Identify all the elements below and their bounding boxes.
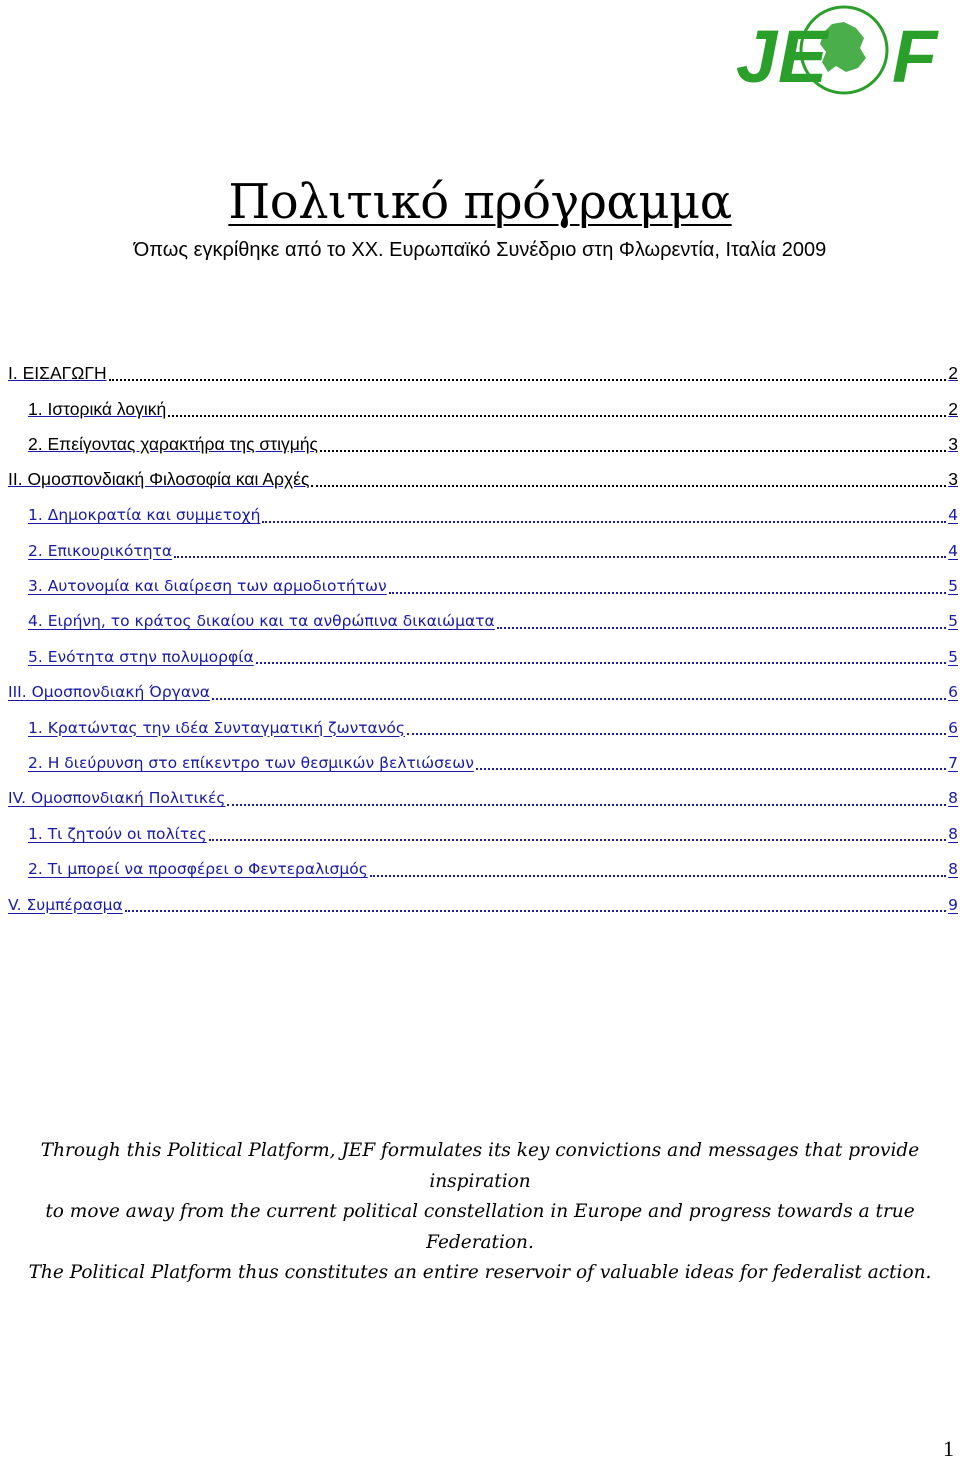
toc-entry-page: 2	[948, 363, 958, 384]
toc-entry-label: 1. Ιστορικά λογική	[28, 398, 167, 419]
toc-entry-page: 4	[948, 506, 958, 525]
toc-entry[interactable]	[8, 462, 958, 497]
toc-leader-dots	[174, 555, 946, 558]
toc-entry-label: I. ΕΙΣΑΓΩΓΗ	[8, 363, 107, 384]
toc-entry-page: 8	[948, 860, 958, 879]
toc-entry-page: 9	[948, 895, 958, 914]
toc-entry-label: 2. Επικουρικότητα	[28, 541, 173, 560]
toc-entry[interactable]	[8, 533, 958, 568]
intro-line: to move away from the current political constellation in Europe and progress towards a true Federation.	[45, 1201, 915, 1253]
toc-entry-label: 2. Τι μπορεί να προσφέρει ο Φεντεραλισμός	[28, 860, 368, 879]
toc-entry[interactable]	[8, 391, 958, 426]
toc-entry[interactable]	[8, 710, 958, 745]
toc-leader-dots	[370, 874, 946, 877]
toc-entry[interactable]	[8, 745, 958, 780]
intro-line: Through this Political Platform, JEF formulates its key convictions and messages that provide inspiration	[40, 1140, 920, 1192]
toc-entry-page: 4	[948, 541, 958, 560]
toc-entry[interactable]	[8, 781, 958, 816]
toc-entry-page: 8	[948, 824, 958, 843]
svg-text:J: J	[736, 15, 776, 98]
toc-entry-page: 6	[948, 683, 958, 702]
toc-leader-dots	[212, 697, 946, 700]
toc-entry-label: 1. Δημοκρατία και συμμετοχή	[28, 506, 261, 525]
toc-entry-label: II. Ομοσπονδιακή Φιλοσοφία και Αρχές	[8, 469, 310, 490]
intro-line: The Political Platform thus constitutes an entire reservoir of valuable ideas for federalist action.	[28, 1262, 932, 1283]
toc-leader-dots	[227, 803, 946, 806]
toc-entry-label: 2. Επείγοντας χαρακτήρα της στιγμής	[28, 433, 318, 454]
toc-entry-page: 2	[948, 398, 958, 419]
toc-entry-page: 3	[948, 469, 958, 490]
toc-entry[interactable]	[8, 356, 958, 391]
toc-entry-label: III. Ομοσπονδιακή Όργανα	[8, 683, 210, 702]
intro-paragraph	[0, 1136, 960, 1289]
toc-leader-dots	[407, 732, 946, 735]
toc-leader-dots	[497, 626, 946, 629]
toc-entry-label: 5. Ενότητα στην πολυμορφία	[28, 647, 254, 666]
toc-leader-dots	[209, 838, 946, 841]
table-of-contents	[8, 356, 958, 922]
toc-leader-dots	[311, 484, 946, 487]
toc-leader-dots	[320, 449, 946, 452]
toc-leader-dots	[389, 591, 946, 594]
toc-entry-page: 5	[948, 647, 958, 666]
toc-leader-dots	[125, 909, 946, 912]
svg-text:E: E	[778, 15, 828, 98]
toc-entry-label: 1. Τι ζητούν οι πολίτες	[28, 824, 207, 843]
document-subtitle: Όπως εγκρίθηκε από το XX. Ευρωπαϊκό Συνέδριο στη Φλωρεντία, Ιταλία 2009	[133, 239, 827, 261]
toc-entry[interactable]	[8, 604, 958, 639]
toc-entry-page: 6	[948, 718, 958, 737]
toc-entry-label: 3. Αυτονομία και διαίρεση των αρμοδιοτήτων	[28, 577, 387, 596]
toc-entry[interactable]	[8, 675, 958, 710]
document-title: Πολιτικό πρόγραμμα	[228, 174, 732, 230]
page-number: 1	[943, 1436, 954, 1461]
toc-leader-dots	[109, 378, 947, 381]
toc-entry[interactable]	[8, 498, 958, 533]
toc-entry-page: 5	[948, 612, 958, 631]
toc-entry-label: 2. Η διεύρυνση στο επίκεντρο των θεσμικών βελτιώσεων	[28, 753, 474, 772]
toc-leader-dots	[262, 520, 946, 523]
toc-entry[interactable]	[8, 816, 958, 851]
toc-entry-page: 7	[948, 753, 958, 772]
jef-logo	[732, 2, 954, 98]
toc-leader-dots	[168, 414, 946, 417]
toc-entry[interactable]	[8, 639, 958, 674]
svg-text:F: F	[892, 15, 938, 98]
toc-entry-page: 5	[948, 577, 958, 596]
toc-entry-label: 1. Κρατώντας την ιδέα Συνταγματική ζωντανός	[28, 718, 406, 737]
toc-entry-page: 8	[948, 789, 958, 808]
toc-entry[interactable]	[8, 568, 958, 603]
toc-entry-page: 3	[948, 433, 958, 454]
toc-entry[interactable]	[8, 887, 958, 922]
toc-entry-label: 4. Ειρήνη, το κράτος δικαίου και τα ανθρώπινα δικαιώματα	[28, 612, 495, 631]
toc-leader-dots	[476, 767, 946, 770]
toc-entry-label: IV. Ομοσπονδιακή Πολιτικές	[8, 789, 226, 808]
toc-entry-label: V. Συμπέρασμα	[8, 895, 123, 914]
toc-entry[interactable]	[8, 851, 958, 886]
toc-entry[interactable]	[8, 427, 958, 462]
toc-leader-dots	[256, 661, 946, 664]
